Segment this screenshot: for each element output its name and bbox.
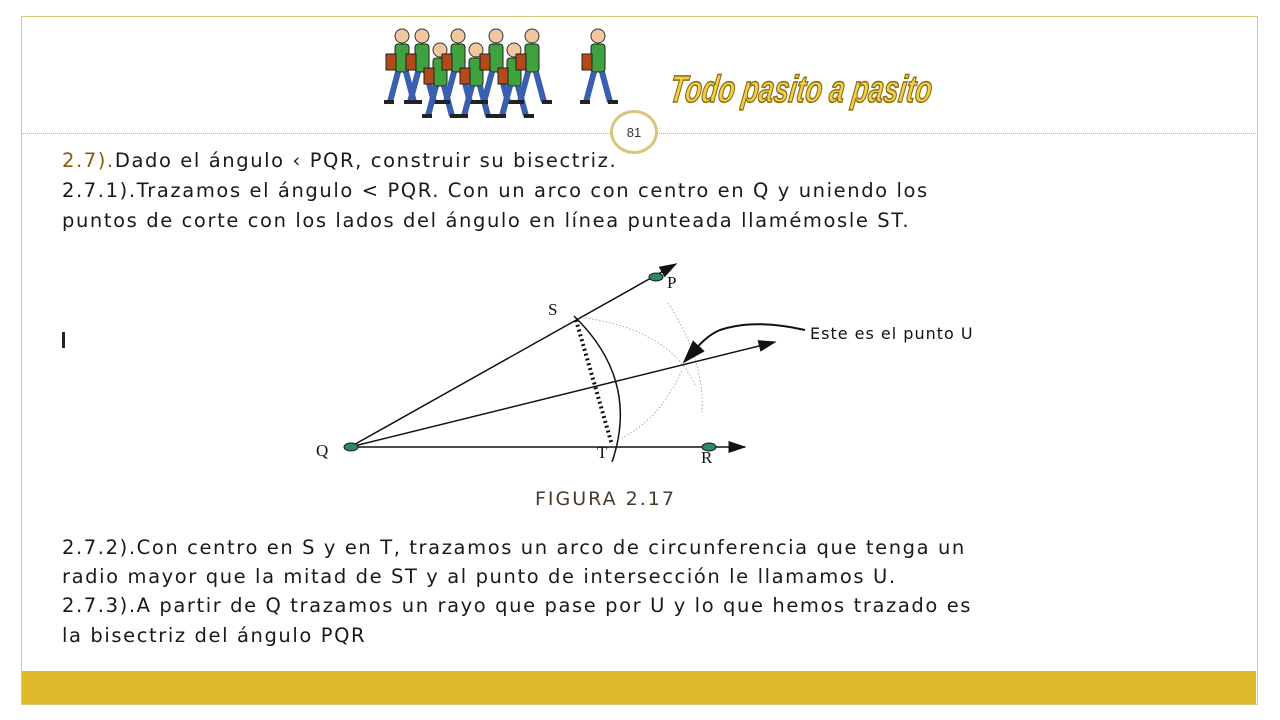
- annotation-label: Este es el punto U: [810, 324, 974, 343]
- point-q: [344, 443, 358, 451]
- label-p: P: [667, 273, 677, 292]
- label-r: R: [701, 448, 713, 467]
- label-q: Q: [316, 441, 329, 460]
- step3-line2: la bisectriz del ángulo PQR: [62, 624, 367, 647]
- step2-line1: 2.7.2).Con centro en S y en T, trazamos un arco de circunferencia que tenga un: [62, 536, 966, 559]
- stray-mark: [62, 332, 65, 348]
- step1-line1: 2.7.1).Trazamos el ángulo < PQR. Con un arco con centro en Q y uniendo los: [62, 179, 929, 202]
- slogan-wordart: [667, 48, 1042, 128]
- arc-from-q: [574, 316, 620, 462]
- page-number-badge: [610, 110, 658, 154]
- step3-line1: 2.7.3).A partir de Q trazamos un rayo que pase por U y lo que hemos trazado es: [62, 594, 973, 617]
- heading-text: Dado el ángulo ‹ PQR, construir su bisectriz.: [114, 149, 618, 172]
- footer-bar: [22, 671, 1256, 704]
- arc-from-t: [618, 370, 682, 440]
- arc-through-u: [668, 303, 702, 412]
- walking-people-illustration: [380, 24, 630, 134]
- step2-line2: radio mayor que la mitad de ST y al punto de intersección le llamamos U.: [62, 565, 897, 588]
- section-heading: [62, 151, 617, 171]
- point-p: [649, 273, 663, 281]
- page-number: 81: [626, 124, 642, 140]
- annotation-arrow: [684, 324, 805, 362]
- angle-bisector-figure: [300, 250, 1060, 500]
- label-s: S: [548, 300, 558, 319]
- heading-number: 2.7).: [62, 149, 115, 172]
- figure-caption: FIGURA 2.17: [535, 488, 676, 510]
- step1-line2: puntos de corte con los lados del ángulo en línea punteada llamémosle ST.: [62, 209, 911, 232]
- bisector-ray: [350, 342, 775, 447]
- slogan-text: Todo pasito a pasito: [667, 68, 1042, 111]
- label-t: T: [597, 443, 608, 462]
- ray-qp: [350, 264, 676, 447]
